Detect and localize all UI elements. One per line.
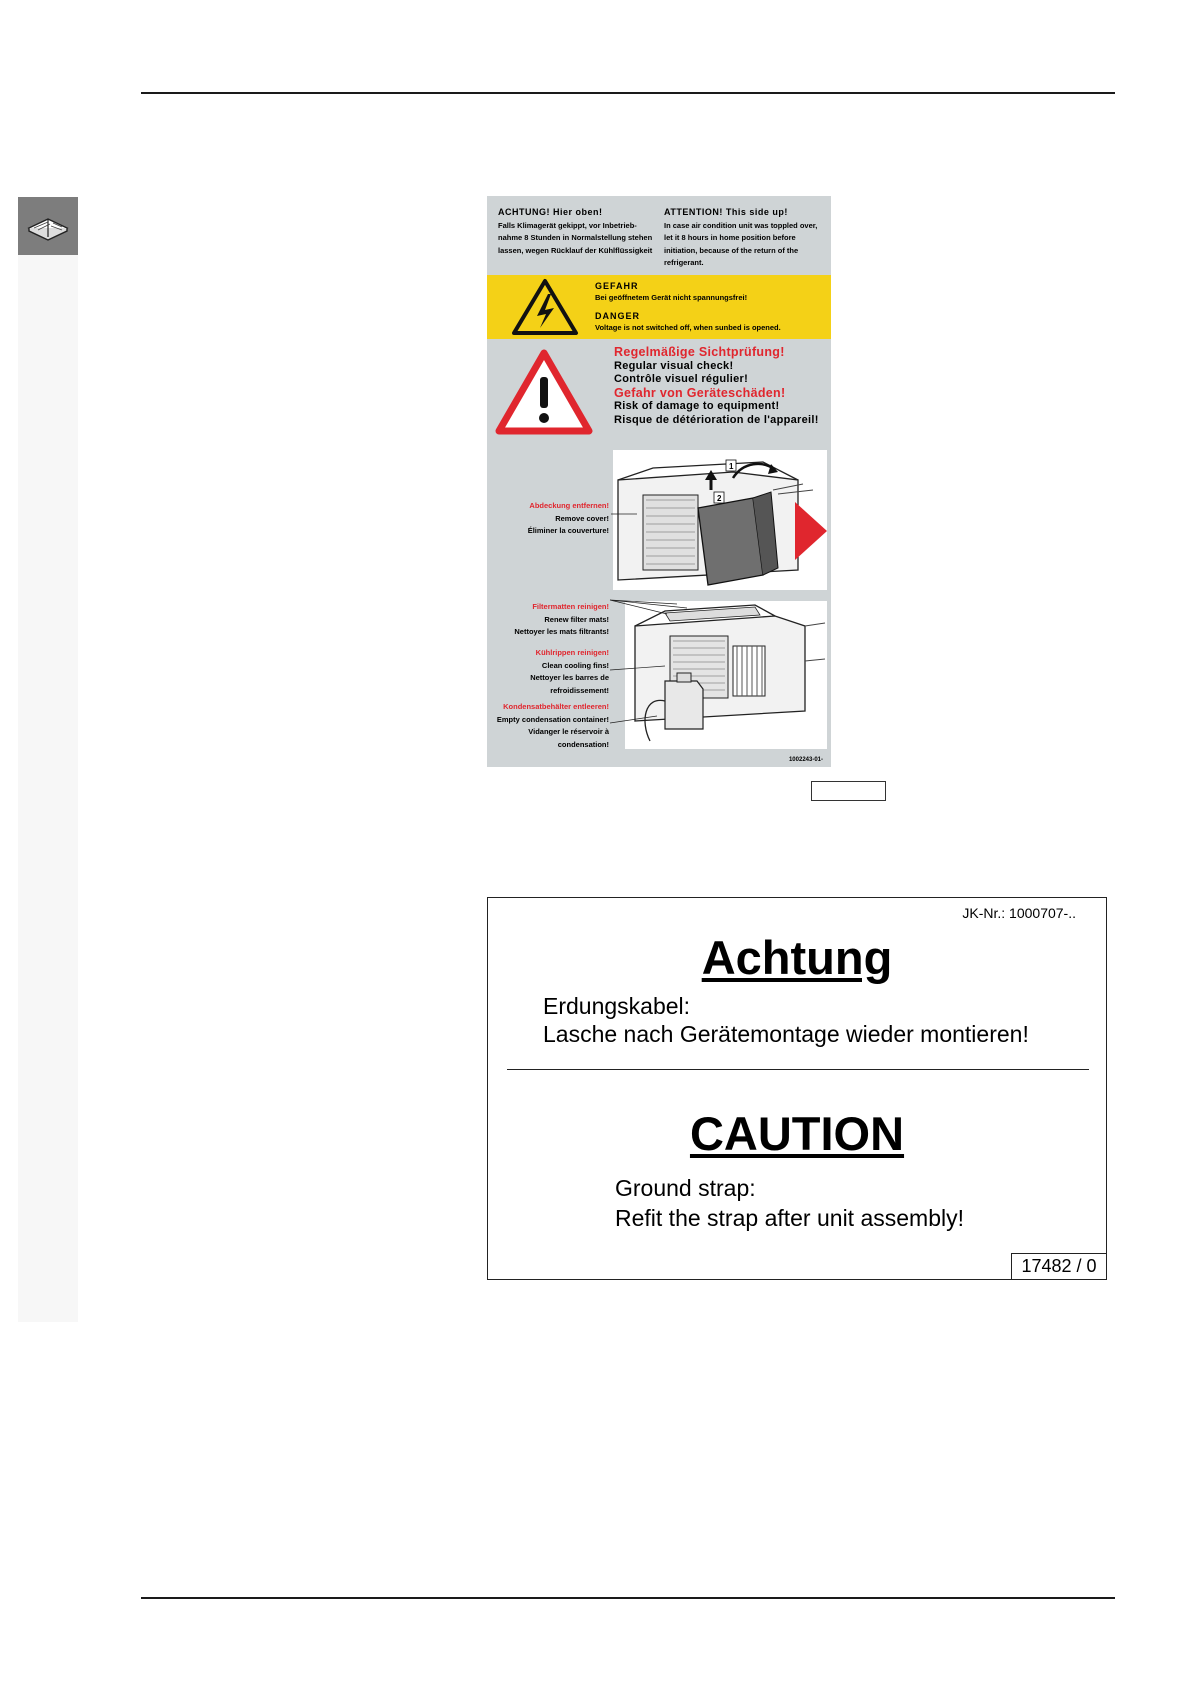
step-line: Clean cooling fins! xyxy=(541,660,609,670)
title-en: CAUTION xyxy=(689,1107,905,1160)
step-number-2: 2 xyxy=(717,494,722,503)
book-icon xyxy=(26,211,70,241)
header-en-line: In case air condition unit was toppled over, xyxy=(664,220,818,230)
blank-box xyxy=(811,781,886,801)
step-line: refroidissement! xyxy=(550,685,609,695)
danger-title-de: GEFAHR xyxy=(595,281,639,291)
header-en-title: ATTENTION! This side up! xyxy=(664,207,788,217)
step-line: Éliminer la couverture! xyxy=(527,526,609,535)
caution-label xyxy=(487,897,1107,1280)
step-line: Vidanger le réservoir à xyxy=(528,727,609,736)
header-de-title: ACHTUNG! Hier oben! xyxy=(498,207,603,217)
step-line: Nettoyer les barres de xyxy=(530,673,609,682)
step-line: Renew filter mats! xyxy=(544,614,609,624)
instruction-en-line1: Ground strap: xyxy=(615,1175,756,1201)
instruction-de-line2: Lasche nach Gerätemontage wieder montieren! xyxy=(543,1021,1029,1047)
label-code: 17482 / 0 xyxy=(1011,1253,1107,1280)
step-number-1: 1 xyxy=(729,462,734,471)
step-title: Kondensatbehälter entleeren! xyxy=(503,702,609,711)
step-title: Abdeckung entfernen! xyxy=(529,501,609,510)
step-line: Remove cover! xyxy=(555,513,609,523)
header-de-line: lassen, wegen Rücklauf der Kühlflüssigkeit xyxy=(498,245,653,255)
visual-check-line: Regular visual check! xyxy=(614,359,734,372)
header-en-line: refrigerant. xyxy=(664,258,704,267)
leader-lines xyxy=(487,196,831,767)
chapter-tab[interactable] xyxy=(18,197,78,255)
danger-title-en: DANGER xyxy=(595,311,641,321)
damage-risk-line: Risque de détérioration de l'appareil! xyxy=(614,413,819,426)
header-de-line: nahme 8 Stunden in Normalstellung stehen xyxy=(498,233,653,242)
footer-rule xyxy=(141,1597,1115,1599)
sticker-code: 1002243-01- xyxy=(788,757,823,763)
title-de: Achtung xyxy=(701,931,893,984)
danger-text-en: Voltage is not switched off, when sunbed is opened. xyxy=(595,323,781,332)
header-de-line: Falls Klimagerät gekippt, vor Inbetrieb- xyxy=(498,220,637,230)
instruction-en-line2: Refit the strap after unit assembly! xyxy=(615,1205,964,1231)
damage-risk-line: Risk of damage to equipment! xyxy=(614,400,780,412)
instruction-de-line1: Erdungskabel: xyxy=(543,993,691,1019)
damage-risk-title: Gefahr von Geräteschäden! xyxy=(614,385,786,400)
instruction-en xyxy=(615,1173,964,1233)
side-strip xyxy=(18,197,78,1322)
danger-text-de: Bei geöffnetem Gerät nicht spannungsfrei! xyxy=(595,293,748,302)
header-rule xyxy=(141,92,1115,94)
step-line: Nettoyer les mats filtrants! xyxy=(514,627,609,636)
step-title: Kühlrippen reinigen! xyxy=(535,648,609,657)
header-en-line: let it 8 hours in home position before xyxy=(664,233,796,242)
visual-check-line: Contrôle visuel régulier! xyxy=(614,373,749,385)
step-line: Empty condensation container! xyxy=(496,714,609,724)
jk-number: JK-Nr.: 1000707-.. xyxy=(962,905,1076,921)
step-line: condensation! xyxy=(557,739,609,749)
instruction-de xyxy=(543,992,1029,1048)
step-title: Filtermatten reinigen! xyxy=(532,602,609,611)
visual-check-title: Regelmäßige Sichtprüfung! xyxy=(614,345,785,359)
header-en-line: initiation, because of the return of the xyxy=(664,245,799,255)
warning-sticker xyxy=(487,196,831,767)
divider xyxy=(507,1069,1089,1070)
